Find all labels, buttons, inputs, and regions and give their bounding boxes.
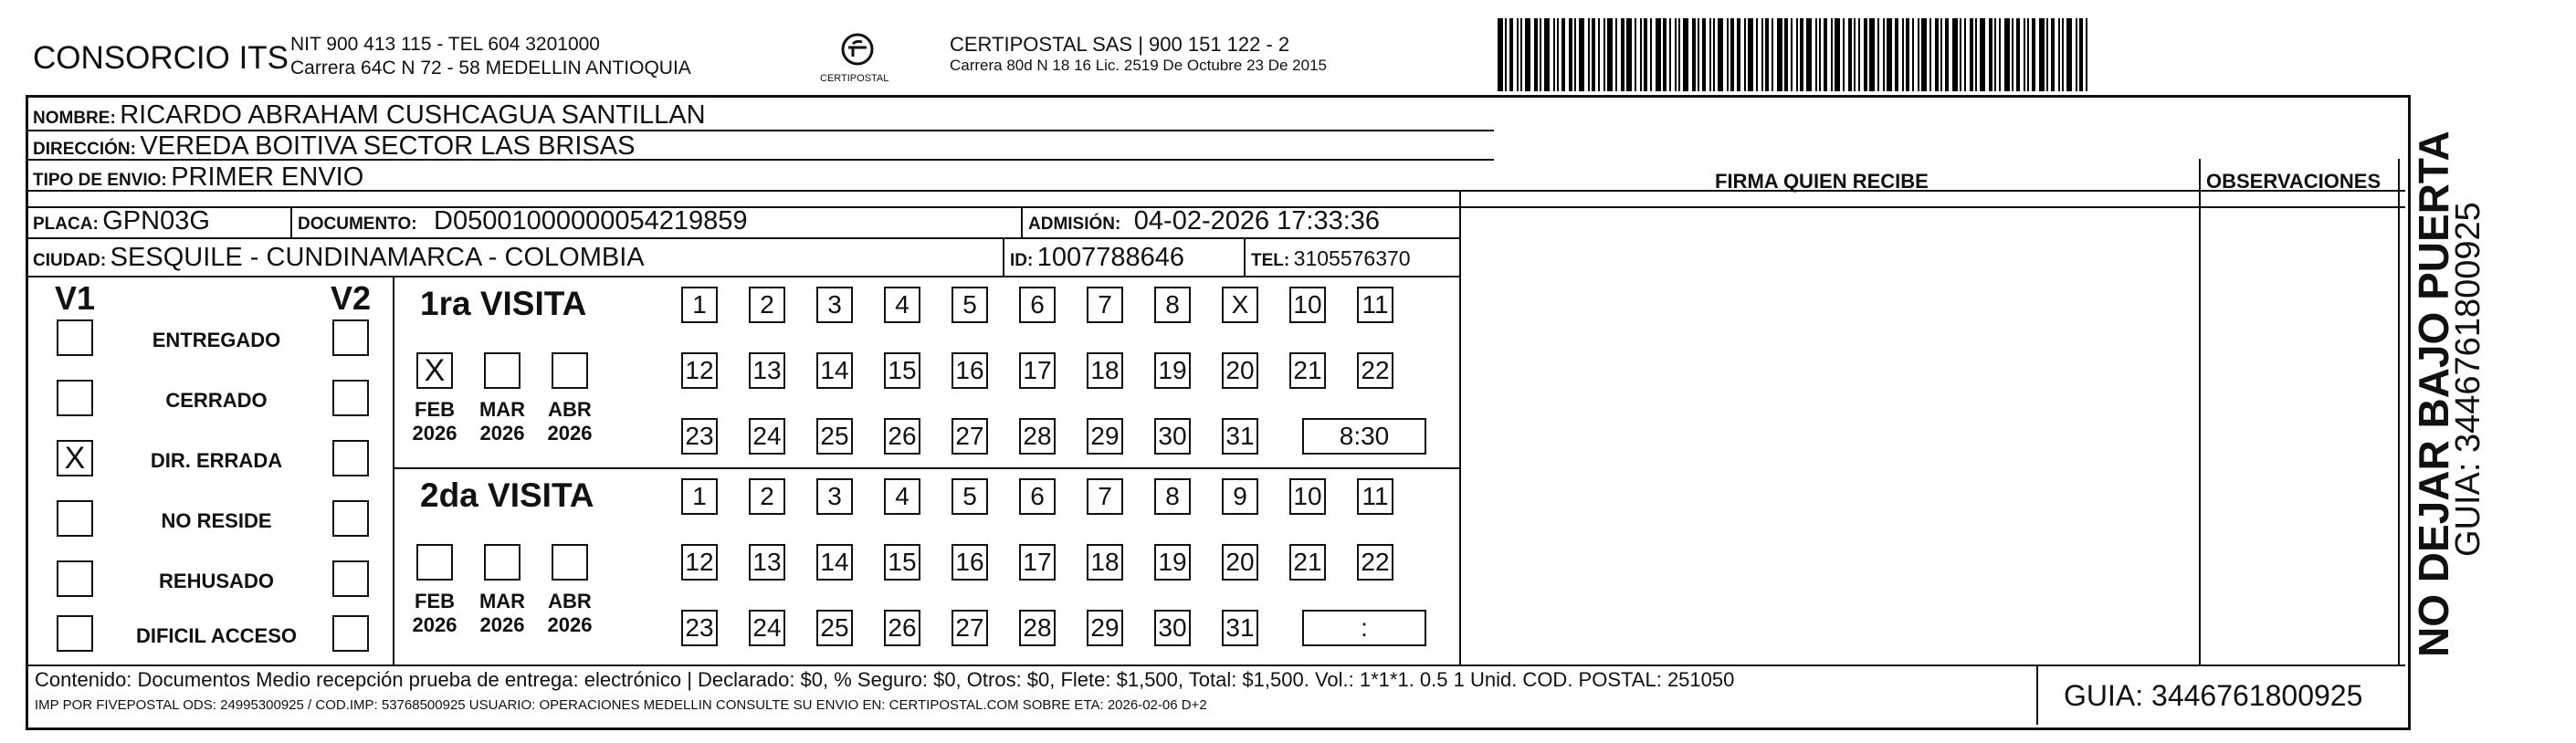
day-box[interactable]: X	[1222, 287, 1258, 323]
day-box[interactable]: 3	[816, 287, 853, 323]
footer-content: Contenido: Documentos Medio recepción prueba de entrega: electrónico | Declarado: $0, % Seguro: $0, Otros: $0, Flete: $1,500, Total: $1,500. Vol.: 1*1*1. 0.5 1 Unid. COD. POSTAL: 251050	[35, 668, 1735, 691]
day-box[interactable]: 26	[884, 610, 920, 646]
status-label: NO RESIDE	[161, 509, 272, 532]
day-box[interactable]: 12	[681, 544, 718, 581]
time-box[interactable]: 8:30	[1302, 418, 1426, 455]
v2-checkbox[interactable]	[332, 560, 369, 597]
day-box[interactable]: 27	[952, 610, 988, 646]
side-guia-label: GUIA: 3446761800925	[2449, 202, 2487, 557]
day-box[interactable]: 19	[1154, 352, 1191, 389]
company-info	[290, 33, 691, 80]
month-checkbox[interactable]	[484, 352, 520, 389]
ciudad-field	[33, 243, 645, 273]
day-box[interactable]: 24	[749, 610, 785, 646]
month-label	[475, 398, 530, 445]
month-checkbox[interactable]	[552, 544, 588, 581]
day-box[interactable]: 10	[1289, 478, 1326, 515]
day-box[interactable]: 16	[952, 352, 988, 389]
documento-label: DOCUMENTO:	[298, 215, 417, 234]
day-box[interactable]: 1	[681, 478, 718, 515]
month-label	[407, 590, 462, 637]
day-box[interactable]: 14	[816, 544, 853, 581]
day-box[interactable]: 26	[884, 418, 920, 455]
day-box[interactable]: 22	[1357, 544, 1393, 581]
v2-checkbox[interactable]	[332, 500, 369, 537]
day-box[interactable]: 24	[749, 418, 785, 455]
day-box[interactable]: 13	[749, 352, 785, 389]
admision-field	[1028, 206, 1380, 236]
day-box[interactable]: 12	[681, 352, 718, 389]
day-box[interactable]: 20	[1222, 352, 1258, 389]
id-label: ID:	[1010, 251, 1034, 270]
day-box[interactable]: 29	[1087, 610, 1123, 646]
company-name: CONSORCIO ITS	[33, 40, 289, 76]
month-name: MAR	[478, 590, 526, 612]
day-box[interactable]: 14	[816, 352, 853, 389]
v2-checkbox[interactable]	[332, 440, 369, 476]
address-line: Carrera 64C N 72 - 58 MEDELLIN ANTIOQUIA	[290, 58, 691, 78]
day-box[interactable]: 3	[816, 478, 853, 515]
day-box[interactable]: 2	[749, 478, 785, 515]
time-box[interactable]: :	[1302, 610, 1426, 646]
nit-line: NIT 900 413 115 - TEL 604 3201000	[290, 34, 600, 55]
day-box[interactable]: 2	[749, 287, 785, 323]
v2-header: V2	[331, 279, 372, 317]
status-label: DIFICIL ACCESO	[135, 624, 297, 647]
tipo-envio-value: PRIMER ENVIO	[171, 162, 364, 192]
certipostal-info	[950, 33, 1327, 75]
month-label	[542, 398, 597, 445]
day-box[interactable]: 17	[1019, 352, 1056, 389]
firma-header: FIRMA QUIEN RECIBE	[1715, 170, 1929, 193]
day-box[interactable]: 6	[1019, 478, 1056, 515]
direccion-row	[33, 131, 635, 162]
month-name: FEB	[415, 590, 455, 612]
ciudad-value: SESQUILE - CUNDINAMARCA - COLOMBIA	[110, 243, 645, 272]
day-box[interactable]: 27	[952, 418, 988, 455]
day-box[interactable]: 23	[681, 610, 718, 646]
direccion-label: DIRECCIÓN:	[33, 140, 136, 159]
month-name: ABR	[548, 590, 592, 612]
certipostal-line2: Carrera 80d N 18 16 Lic. 2519 De Octubre 23 De 2015	[950, 57, 1327, 74]
day-box[interactable]: 8	[1154, 287, 1191, 323]
placa-label: PLACA:	[33, 215, 99, 234]
day-box[interactable]: 30	[1154, 418, 1191, 455]
month-year: 2026	[547, 613, 593, 636]
day-box[interactable]: 21	[1289, 352, 1326, 389]
day-box[interactable]: 18	[1087, 352, 1123, 389]
day-box[interactable]: 17	[1019, 544, 1056, 581]
day-box[interactable]: 25	[816, 610, 853, 646]
day-box[interactable]: 15	[884, 352, 920, 389]
id-field	[1010, 243, 1184, 273]
month-name: FEB	[415, 398, 455, 421]
day-box[interactable]: 9	[1222, 478, 1258, 515]
status-label: ENTREGADO	[152, 329, 281, 351]
placa-value: GPN03G	[102, 206, 210, 235]
tipo-envio-label: TIPO DE ENVIO:	[33, 171, 167, 190]
admision-label: ADMISIÓN:	[1028, 215, 1121, 234]
day-box[interactable]: 22	[1357, 352, 1393, 389]
day-box[interactable]: 28	[1019, 418, 1056, 455]
v1-checkbox[interactable]	[57, 615, 93, 652]
ciudad-label: CIUDAD:	[33, 251, 107, 270]
day-box[interactable]: 15	[884, 544, 920, 581]
month-label	[542, 590, 597, 637]
v2-checkbox[interactable]	[332, 319, 369, 356]
month-checkbox[interactable]	[484, 544, 520, 581]
day-box[interactable]: 28	[1019, 610, 1056, 646]
certipostal-line1: CERTIPOSTAL SAS | 900 151 122 - 2	[950, 33, 1290, 56]
footer-print-info: IMP POR FIVEPOSTAL ODS: 24995300925 / COD.IMP: 53768500925 USUARIO: OPERACIONES MEDELLIN CONSULTE SU ENVIO EN: CERTIPOSTAL.COM SOBRE ETA: 2026-02-06 D+2	[35, 697, 1207, 713]
visit-title: 1ra VISITA	[420, 285, 587, 322]
nombre-row	[33, 100, 706, 131]
v1-header: V1	[55, 279, 96, 317]
guia-number: GUIA: 3446761800925	[2064, 679, 2363, 712]
visit-title: 2da VISITA	[420, 476, 594, 514]
day-box[interactable]: 7	[1087, 478, 1123, 515]
admision-value: 04-02-2026 17:33:36	[1133, 206, 1381, 235]
day-box[interactable]: 10	[1289, 287, 1326, 323]
logo-label: CERTIPOSTAL	[820, 73, 889, 84]
v1-checkbox[interactable]	[57, 560, 93, 597]
tel-label: TEL:	[1251, 251, 1290, 270]
day-box[interactable]: 8	[1154, 478, 1191, 515]
barcode	[1498, 18, 2111, 91]
tel-value: 3105576370	[1293, 246, 1411, 270]
status-label: DIR. ERRADA	[150, 449, 283, 472]
month-label	[407, 398, 462, 445]
month-label	[475, 590, 530, 637]
month-checkbox[interactable]: X	[416, 352, 453, 389]
tipo-envio-row	[33, 162, 363, 193]
day-box[interactable]: 31	[1222, 610, 1258, 646]
month-year: 2026	[479, 613, 525, 636]
day-box[interactable]: 16	[952, 544, 988, 581]
placa-field	[33, 206, 210, 236]
observaciones-header: OBSERVACIONES	[2206, 170, 2381, 193]
day-box[interactable]: 7	[1087, 287, 1123, 323]
month-checkbox[interactable]	[552, 352, 588, 389]
day-box[interactable]: 6	[1019, 287, 1056, 323]
day-box[interactable]: 4	[884, 287, 920, 323]
day-box[interactable]: 4	[884, 478, 920, 515]
v2-checkbox[interactable]	[332, 615, 369, 652]
status-label: CERRADO	[165, 389, 268, 412]
day-box[interactable]: 19	[1154, 544, 1191, 581]
no-dejar-bajo-puerta-label: NO DEJAR BAJO PUERTA	[2410, 131, 2457, 657]
month-checkbox[interactable]	[416, 544, 453, 581]
day-box[interactable]: 11	[1357, 478, 1393, 515]
day-box[interactable]: 30	[1154, 610, 1191, 646]
day-box[interactable]: 13	[749, 544, 785, 581]
day-box[interactable]: 23	[681, 418, 718, 455]
day-box[interactable]: 5	[952, 478, 988, 515]
direccion-value: VEREDA BOITIVA SECTOR LAS BRISAS	[140, 131, 636, 161]
day-box[interactable]: 20	[1222, 544, 1258, 581]
certipostal-logo-icon	[833, 29, 882, 78]
id-value: 1007788646	[1036, 243, 1185, 272]
month-name: MAR	[478, 398, 526, 421]
day-box[interactable]: 25	[816, 418, 853, 455]
day-box[interactable]: 18	[1087, 544, 1123, 581]
nombre-value: RICARDO ABRAHAM CUSHCAGUA SANTILLAN	[120, 100, 706, 130]
documento-field	[298, 206, 748, 236]
v1-checkbox[interactable]: X	[57, 440, 93, 476]
nombre-label: NOMBRE:	[33, 109, 116, 128]
day-box[interactable]: 21	[1289, 544, 1326, 581]
day-box[interactable]: 11	[1357, 287, 1393, 323]
v1-checkbox[interactable]	[57, 319, 93, 356]
month-year: 2026	[547, 422, 593, 445]
day-box[interactable]: 29	[1087, 418, 1123, 455]
status-label: REHUSADO	[159, 570, 274, 592]
month-year: 2026	[479, 422, 525, 445]
day-box[interactable]: 31	[1222, 418, 1258, 455]
day-box[interactable]: 5	[952, 287, 988, 323]
v1-checkbox[interactable]	[57, 500, 93, 537]
month-year: 2026	[412, 422, 457, 445]
tel-field	[1251, 246, 1411, 271]
documento-value: D05001000000054219859	[434, 206, 748, 235]
v1-checkbox[interactable]	[57, 380, 93, 416]
month-year: 2026	[412, 613, 457, 636]
v2-checkbox[interactable]	[332, 380, 369, 416]
day-box[interactable]: 1	[681, 287, 718, 323]
month-name: ABR	[548, 398, 592, 421]
